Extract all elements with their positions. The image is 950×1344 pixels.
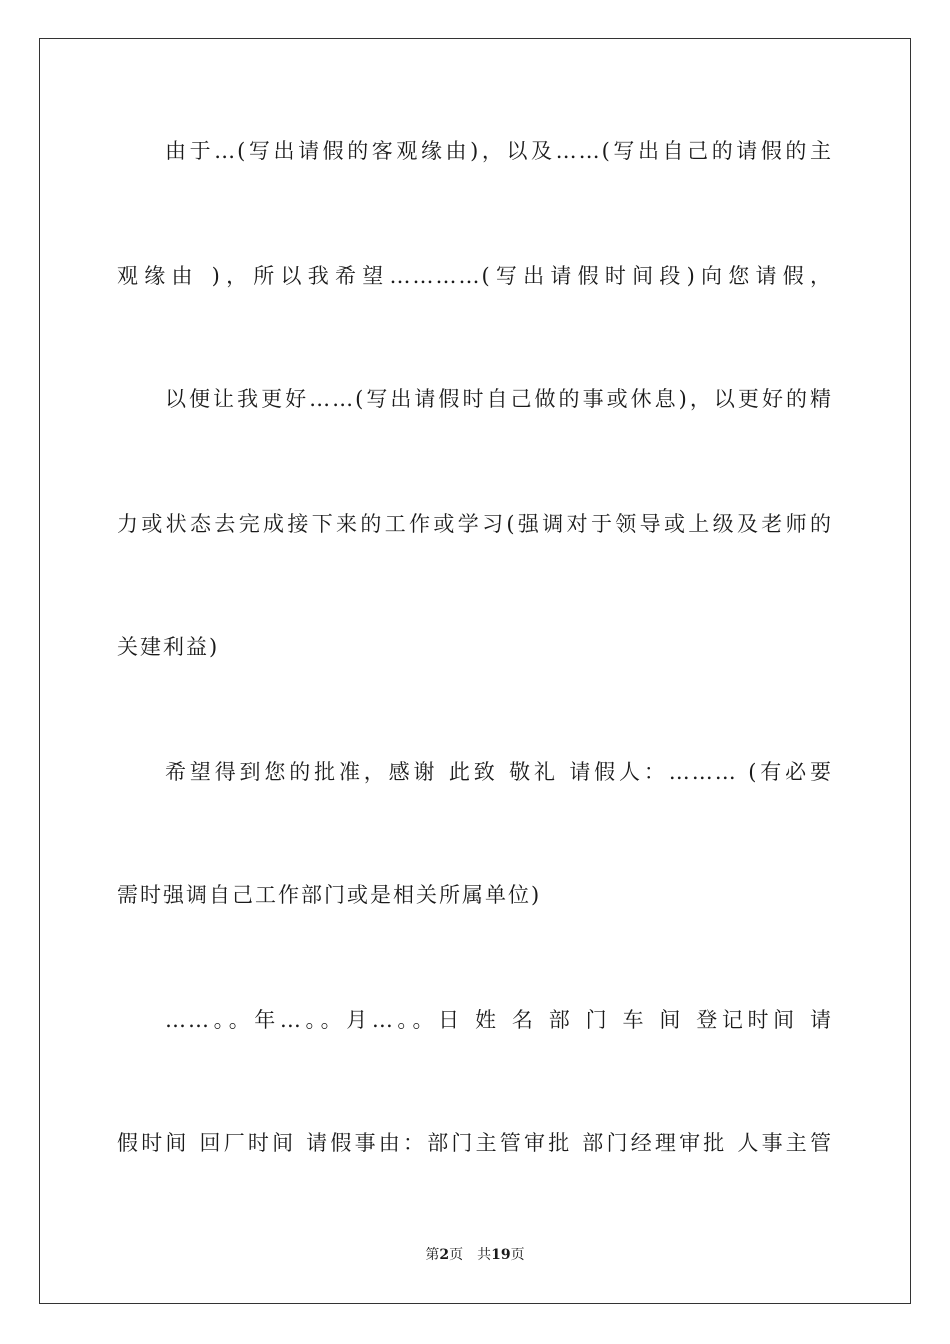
- body-line-7: 需时强调自己工作部门或是相关所属单位): [117, 883, 542, 907]
- footer-page-prefix: 第: [425, 1247, 440, 1263]
- footer-total-prefix: 共: [477, 1247, 492, 1263]
- page-frame: [39, 38, 911, 1304]
- body-line-6: 希望得到您的批准，感谢 此致 敬礼 请假人：……… (有必要: [165, 760, 833, 784]
- body-line-4: 力或状态去完成接下来的工作或学习(强调对于领导或上级及老师的: [117, 512, 833, 536]
- body-line-1: 由于…(写出请假的客观缘由)，以及……(写出自己的请假的主: [165, 139, 833, 163]
- body-line-3: 以便让我更好……(写出请假时自己做的事或休息)，以更好的精: [165, 387, 833, 411]
- page-footer: [0, 1246, 950, 1264]
- footer-page-current: 2: [439, 1247, 450, 1263]
- footer-page-total: 19: [491, 1247, 511, 1263]
- body-line-9: 假时间 回厂时间 请假事由：部门主管审批 部门经理审批 人事主管: [117, 1131, 833, 1155]
- body-line-8: ……。。年…。。月…。。日 姓 名 部 门 车 间 登记时间 请: [165, 1008, 833, 1032]
- footer-page-unit: 页: [449, 1247, 464, 1263]
- body-line-5: 关建利益): [117, 635, 220, 659]
- body-line-2: 观缘由 )，所以我希望…………(写出请假时间段)向您请假，: [117, 264, 833, 288]
- footer-total-unit: 页: [510, 1247, 525, 1263]
